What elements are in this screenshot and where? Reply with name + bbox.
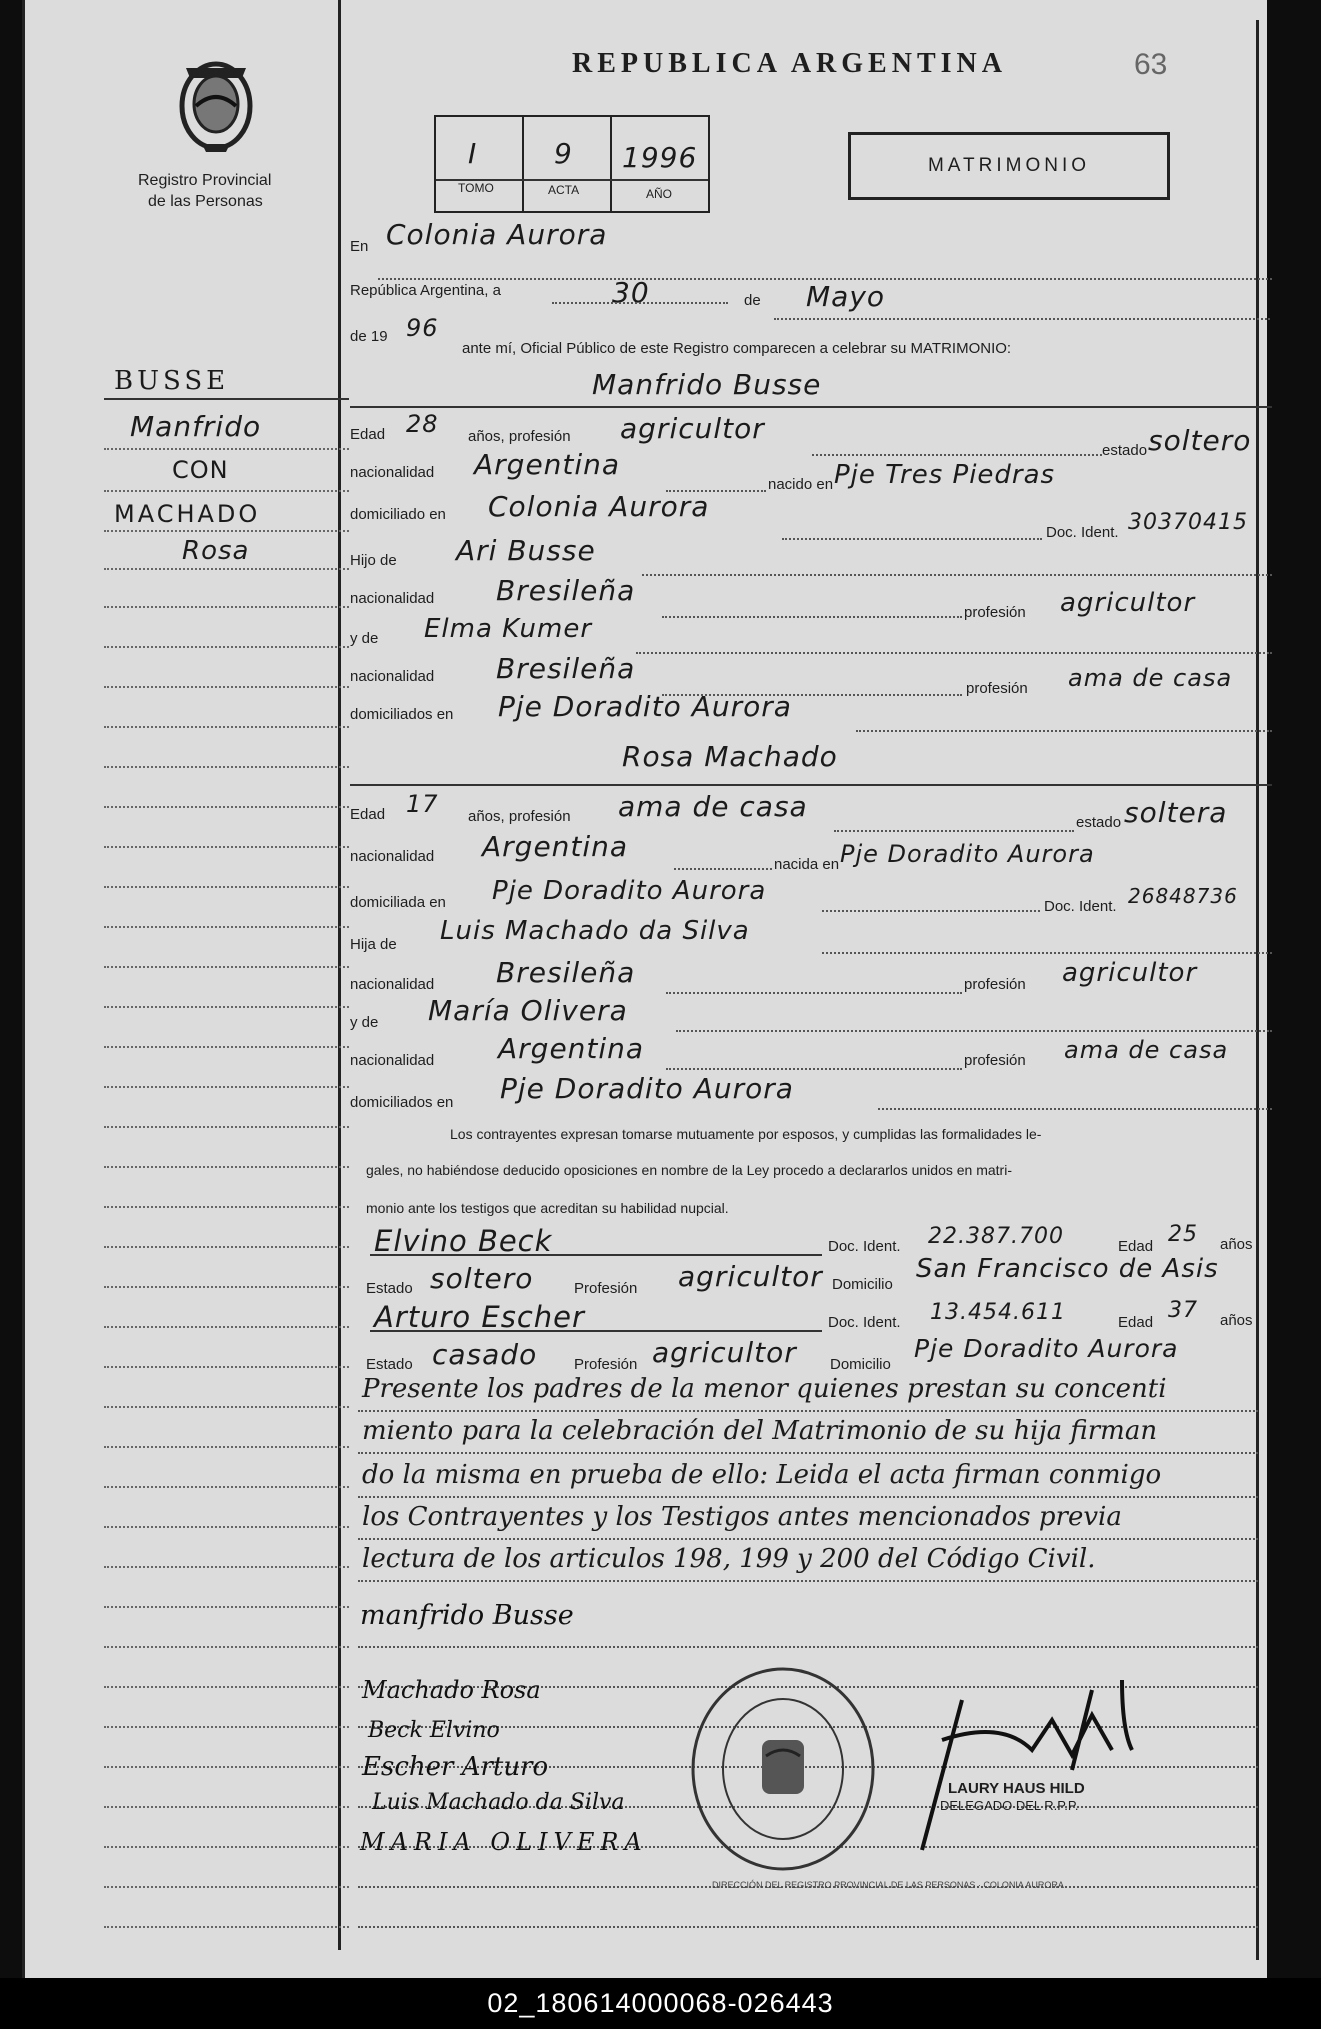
- bride-madre-nac: Argentina: [498, 1032, 645, 1065]
- groom-madre-prof-label: profesión: [966, 680, 1028, 697]
- tomo-value: I: [468, 137, 478, 170]
- bride-madre-nac-label: nacionalidad: [350, 1052, 435, 1069]
- groom-padres-dom: Pje Doradito Aurora: [498, 690, 792, 723]
- bride-nacida-label: nacida en: [774, 856, 840, 873]
- bride-estado: soltera: [1124, 796, 1228, 829]
- margin-divider: [338, 0, 341, 1950]
- tomo-label: TOMO: [458, 181, 494, 195]
- acta-value: 9: [554, 137, 573, 170]
- witness1-estado: soltero: [430, 1262, 534, 1295]
- bride-doc: 26848736: [1128, 884, 1238, 908]
- groom-nacido-label: nacido en: [768, 476, 834, 493]
- bride-padre-nac: Bresileña: [496, 956, 636, 989]
- signature-witness2: Escher Arturo: [362, 1752, 549, 1782]
- day: 30: [612, 276, 650, 309]
- groom-profesion: agricultor: [620, 412, 765, 445]
- note-line-2: miento para la celebración del Matrimonio de su hija firman: [362, 1416, 1158, 1446]
- margin-name1: Manfrido: [130, 410, 262, 443]
- witness1-name: Elvino Beck: [374, 1224, 553, 1258]
- bride-profesion: ama de casa: [618, 790, 808, 823]
- groom-madre: Elma Kumer: [424, 614, 593, 644]
- groom-domicilio: Colonia Aurora: [488, 490, 710, 523]
- groom-name: Manfrido Busse: [592, 368, 822, 401]
- groom-anos-prof-label: años, profesión: [468, 428, 571, 445]
- month: Mayo: [806, 280, 886, 313]
- witness2-profesion: agricultor: [652, 1336, 797, 1369]
- witness2-doc: 13.454.611: [930, 1300, 1066, 1325]
- groom-nacionalidad: Argentina: [474, 448, 621, 481]
- bride-anos-prof-label: años, profesión: [468, 808, 571, 825]
- declaration-line1: Los contrayentes expresan tomarse mutuamente por esposos, y cumplidas las formalidades le-: [450, 1126, 1042, 1142]
- groom-estado-label: estado: [1102, 442, 1148, 459]
- record-type-label: MATRIMONIO: [927, 155, 1091, 176]
- bride-hija-label: Hija de: [350, 936, 397, 953]
- groom-padre-prof-label: profesión: [964, 604, 1026, 621]
- right-border: [1256, 20, 1259, 1960]
- groom-doc: 30370415: [1128, 510, 1248, 535]
- signature-bride-mother: MARIA OLIVERA: [360, 1828, 648, 1856]
- witness1-estado-label: Estado: [366, 1280, 413, 1297]
- groom-hijo-label: Hijo de: [350, 552, 397, 569]
- bride-nac-label: nacionalidad: [350, 848, 435, 865]
- ano-value: 1996: [622, 141, 698, 174]
- groom-yde-label: y de: [350, 630, 379, 647]
- margin-con: CON: [172, 456, 229, 484]
- bride-edad-label: Edad: [350, 806, 386, 823]
- acta-label: ACTA: [548, 183, 580, 197]
- witness2-anos-label: años: [1220, 1312, 1253, 1329]
- groom-nac-label: nacionalidad: [350, 464, 435, 481]
- bride-padre-nac-label: nacionalidad: [350, 976, 435, 993]
- registry-name-line2: de las Personas: [148, 193, 263, 210]
- witness1-profesion: agricultor: [678, 1260, 823, 1293]
- witness1-prof-label: Profesión: [574, 1280, 638, 1297]
- groom-padre-prof: agricultor: [1060, 588, 1196, 618]
- bride-padre-prof: agricultor: [1062, 958, 1198, 988]
- bride-doc-label: Doc. Ident.: [1044, 898, 1117, 915]
- record-type-box: [848, 132, 1170, 200]
- signature-bride-father: Luis Machado da Silva: [372, 1790, 625, 1815]
- country-heading: REPUBLICA ARGENTINA: [572, 48, 1007, 79]
- note-line-4: los Contrayentes y los Testigos antes mencionados previa: [362, 1502, 1122, 1532]
- bride-edad: 17: [406, 790, 439, 818]
- groom-dom-label: domiciliado en: [350, 506, 446, 523]
- groom-estado: soltero: [1148, 424, 1252, 457]
- witness1-doc: 22.387.700: [928, 1224, 1064, 1249]
- groom-padre-nac: Bresileña: [496, 574, 636, 607]
- ano-label: AÑO: [646, 187, 673, 201]
- official-seal-icon: [688, 1664, 878, 1874]
- witness1-dom-label: Domicilio: [832, 1276, 893, 1293]
- left-border: [22, 0, 25, 1978]
- witness1-edad-label: Edad: [1118, 1238, 1154, 1255]
- declaration-line2: gales, no habiéndose deducido oposiciones en nombre de la Ley procedo a declararlos unidos en matri-: [366, 1162, 1012, 1178]
- groom-madre-nac: Bresileña: [496, 652, 636, 685]
- groom-madre-prof: ama de casa: [1068, 664, 1233, 692]
- groom-madre-nac-label: nacionalidad: [350, 668, 435, 685]
- groom-padre: Ari Busse: [456, 534, 596, 567]
- note-line-3: do la misma en prueba de ello: Leida el acta firman conmigo: [362, 1460, 1162, 1490]
- declaration-line3: monio ante los testigos que acreditan su habilidad nupcial.: [366, 1200, 729, 1216]
- witness2-prof-label: Profesión: [574, 1356, 638, 1373]
- margin-surname1: BUSSE: [114, 366, 230, 396]
- certificate-page: [22, 0, 1267, 1978]
- witness1-domicilio: San Francisco de Asis: [916, 1254, 1219, 1284]
- witness2-edad: 37: [1168, 1298, 1198, 1323]
- groom-doc-label: Doc. Ident.: [1046, 524, 1119, 541]
- margin-name2: Rosa: [182, 536, 250, 566]
- signature-groom: manfrido Busse: [360, 1600, 574, 1631]
- groom-padre-nac-label: nacionalidad: [350, 590, 435, 607]
- ante-text: ante mí, Oficial Público de este Registro comparecen a celebrar su MATRIMONIO:: [462, 340, 1012, 357]
- bride-nacionalidad: Argentina: [482, 830, 629, 863]
- groom-edad-label: Edad: [350, 426, 386, 443]
- record-number-box: [434, 115, 710, 213]
- witness2-name: Arturo Escher: [374, 1300, 585, 1334]
- witness1-doc-label: Doc. Ident.: [828, 1238, 901, 1255]
- note-line-5: lectura de los articulos 198, 199 y 200 del Código Civil.: [362, 1544, 1096, 1574]
- page-number: 63: [1134, 48, 1168, 81]
- year-prefix: de 19: [350, 328, 388, 345]
- bride-name: Rosa Machado: [622, 740, 838, 773]
- groom-doms-label: domiciliados en: [350, 706, 454, 723]
- bride-domicilio: Pje Doradito Aurora: [492, 876, 767, 906]
- scan-id-footer: 02_180614000068-026443: [0, 1978, 1321, 2029]
- bride-madre: María Olivera: [428, 994, 628, 1027]
- bride-dom-label: domiciliada en: [350, 894, 446, 911]
- bride-yde-label: y de: [350, 1014, 379, 1031]
- groom-edad: 28: [406, 410, 439, 438]
- stamp-line1: LAURY HAUS HILD: [948, 1780, 1085, 1797]
- stamp-line2: DELEGADO DEL R.P.P.: [940, 1798, 1079, 1813]
- bride-estado-label: estado: [1076, 814, 1122, 831]
- coat-of-arms-icon: [172, 48, 260, 156]
- note-line-1: Presente los padres de la menor quienes prestan su concenti: [362, 1374, 1167, 1404]
- bride-padre: Luis Machado da Silva: [440, 916, 750, 946]
- seal-text: DIRECCIÓN DEL REGISTRO PROVINCIAL DE LAS PERSONAS · COLONIA AURORA: [712, 1880, 1064, 1890]
- witness2-doc-label: Doc. Ident.: [828, 1314, 901, 1331]
- signature-witness1: Beck Elvino: [368, 1718, 500, 1743]
- witness2-dom-label: Domicilio: [830, 1356, 891, 1373]
- groom-nacido-en: Pje Tres Piedras: [834, 460, 1056, 490]
- place: Colonia Aurora: [386, 218, 608, 251]
- bride-nacida-en: Pje Doradito Aurora: [840, 840, 1095, 868]
- year-suffix: 96: [406, 314, 439, 342]
- witness1-anos-label: años: [1220, 1236, 1253, 1253]
- signature-bride: Machado Rosa: [362, 1676, 541, 1704]
- witness2-estado-label: Estado: [366, 1356, 413, 1373]
- witness1-edad: 25: [1168, 1222, 1198, 1247]
- bride-madre-prof: ama de casa: [1064, 1036, 1229, 1064]
- bride-doms-label: domiciliados en: [350, 1094, 454, 1111]
- bride-padres-dom: Pje Doradito Aurora: [500, 1072, 794, 1105]
- official-signature-icon: [882, 1660, 1182, 1860]
- bride-madre-prof-label: profesión: [964, 1052, 1026, 1069]
- registry-name-line1: Registro Provincial: [138, 172, 272, 189]
- witness2-domicilio: Pje Doradito Aurora: [914, 1334, 1179, 1363]
- de-label: de: [744, 292, 761, 309]
- en-label: En: [350, 238, 369, 255]
- witness2-edad-label: Edad: [1118, 1314, 1154, 1331]
- bride-padre-prof-label: profesión: [964, 976, 1026, 993]
- republica-label: República Argentina, a: [350, 282, 501, 299]
- margin-surname2: MACHADO: [114, 500, 261, 528]
- witness2-estado: casado: [432, 1338, 538, 1371]
